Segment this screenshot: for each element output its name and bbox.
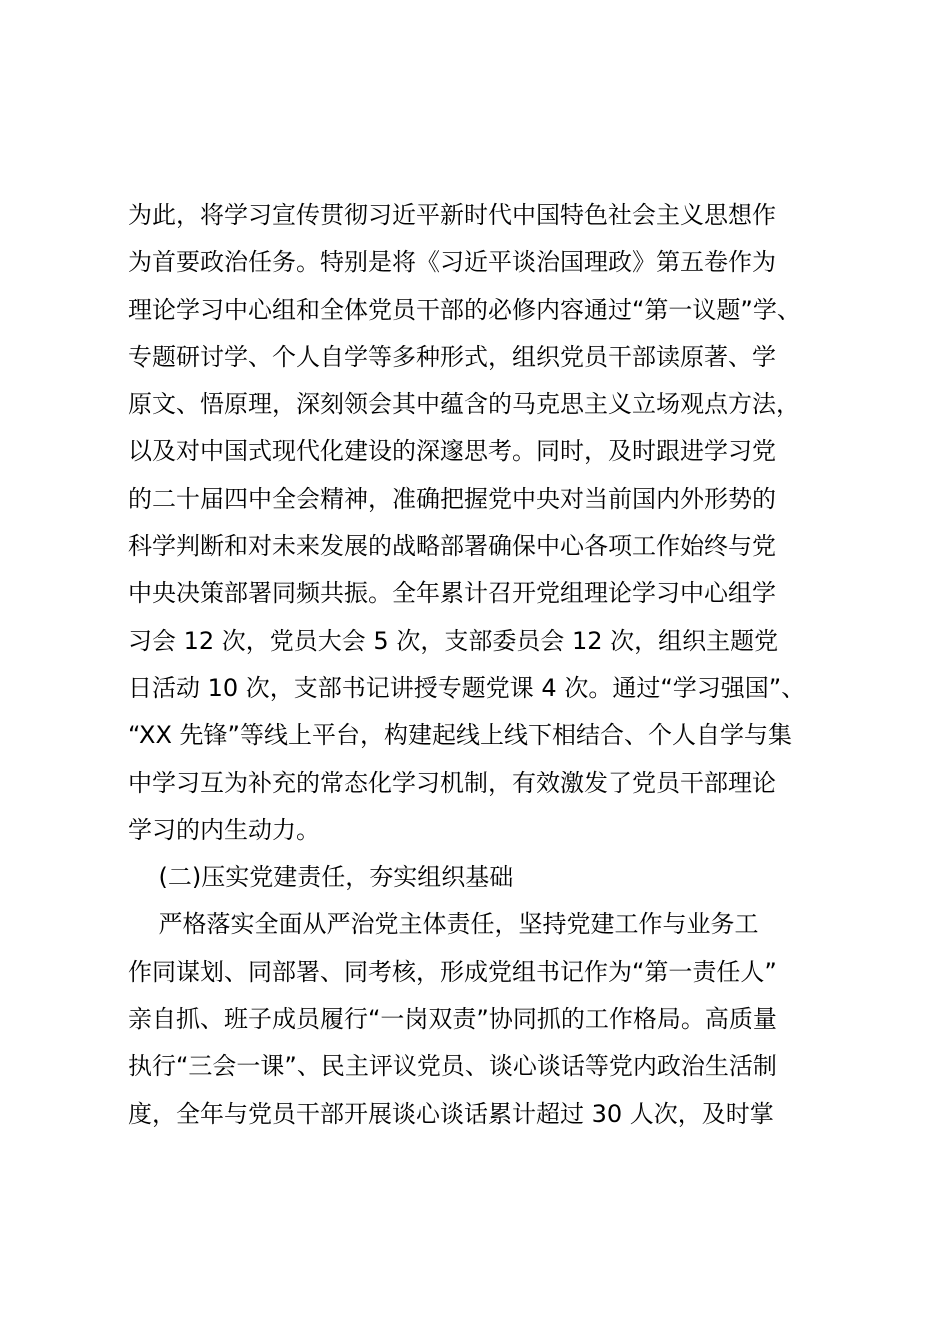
document-body bbox=[128, 192, 828, 1138]
text-line: 中学习互为补充的常态化学习机制，有效激发了党员干部理论 bbox=[128, 768, 776, 797]
text-line: “XX 先锋”等线上平台，构建起线上线下相结合、个人自学与集 bbox=[128, 721, 792, 750]
text-line: 度，全年与党员干部开展谈心谈话累计超过 30 人次，及时掌 bbox=[128, 1099, 774, 1128]
text-line: 亲自抓、班子成员履行“一岗双责”协同抓的工作格局。高质量 bbox=[128, 1005, 777, 1034]
text-line: 严格落实全面从严治党主体责任，坚持党建工作与业务工 bbox=[128, 910, 759, 939]
text-line: 为此，将学习宣传贯彻习近平新时代中国特色社会主义思想作 bbox=[128, 201, 776, 229]
text-line: 以及对中国式现代化建设的深邃思考。同时，及时跟进学习党 bbox=[128, 437, 776, 466]
text-line: 习会 12 次，党员大会 5 次，支部委员会 12 次，组织主题党 bbox=[128, 626, 779, 655]
text-line: 作同谋划、同部署、同考核，形成党组书记作为“第一责任人” bbox=[128, 957, 777, 986]
text-line: 理论学习中心组和全体党员干部的必修内容通过“第一议题”学、 bbox=[128, 295, 801, 324]
text-line: 原文、悟原理，深刻领会其中蕴含的马克思主义立场观点方法， bbox=[128, 390, 800, 419]
section-heading: (二)压实党建责任，夯实组织基础 bbox=[128, 863, 514, 892]
text-line: 科学判断和对未来发展的战略部署确保中心各项工作始终与党 bbox=[128, 532, 776, 561]
text-line: 学习的内生动力。 bbox=[128, 815, 320, 844]
text-line: 为首要政治任务。特别是将《习近平谈治国理政》第五卷作为 bbox=[128, 248, 776, 277]
text-line: 执行“三会一课”、民主评议党员、谈心谈话等党内政治生活制 bbox=[128, 1052, 777, 1081]
text-line: 的二十届四中全会精神，准确把握党中央对当前国内外形势的 bbox=[128, 484, 776, 513]
text-line: 中央决策部署同频共振。全年累计召开党组理论学习中心组学 bbox=[128, 579, 776, 608]
text-line: 日活动 10 次，支部书记讲授专题党课 4 次。通过“学习强国”、 bbox=[128, 673, 806, 702]
text-line: 专题研讨学、个人自学等多种形式，组织党员干部读原著、学 bbox=[128, 342, 776, 371]
